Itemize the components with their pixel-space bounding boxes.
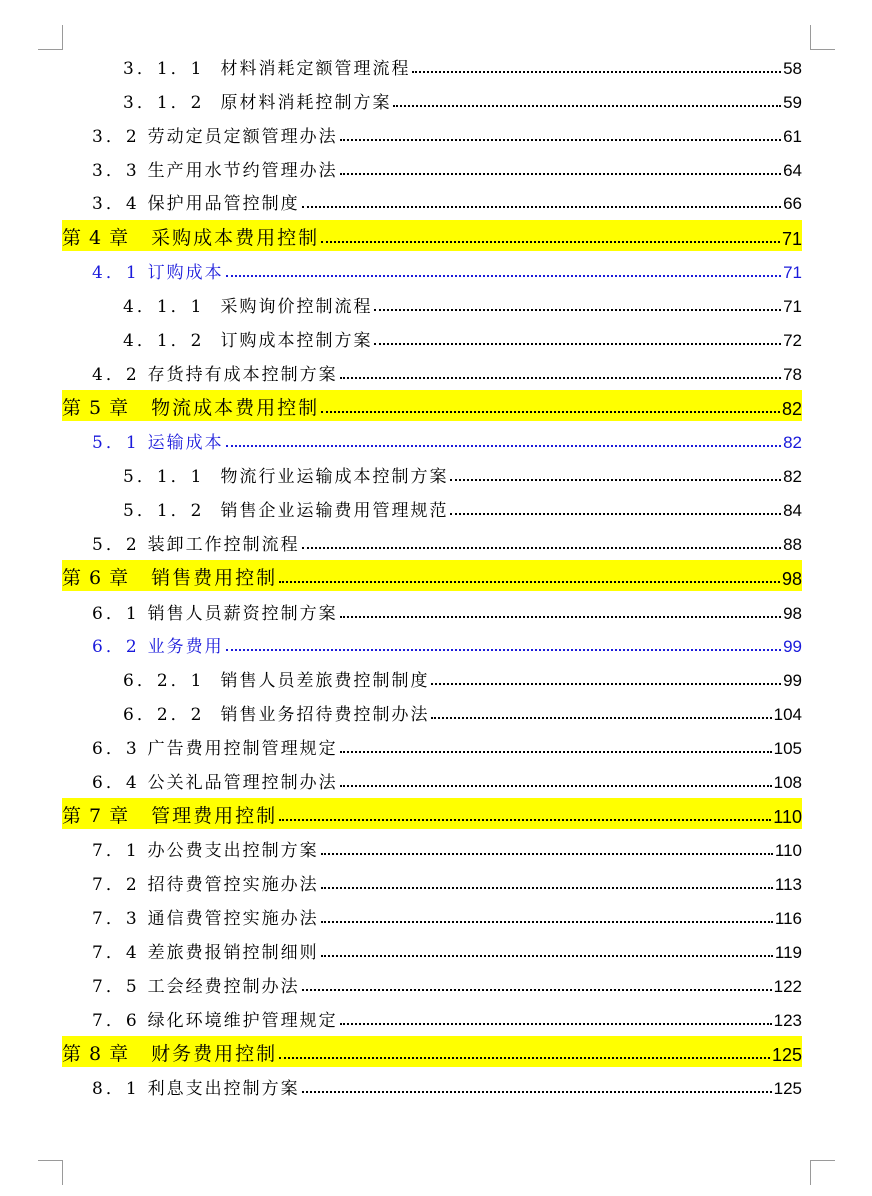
toc-entry-page-number: 61 — [783, 126, 802, 146]
toc-entry-title: 销售费用控制 — [151, 567, 278, 590]
toc-dot-leader — [431, 683, 781, 685]
toc-entry-page-number: 99 — [783, 671, 802, 691]
toc-entry-title: 保护用品管控制度 — [147, 194, 300, 215]
toc-dot-leader — [340, 377, 781, 379]
toc-chapter-entry[interactable] — [62, 220, 802, 251]
toc-dot-leader — [226, 649, 781, 651]
toc-entry-page-number: 125 — [773, 1079, 802, 1099]
toc-entry-title: 绿化环境维护管理规定 — [147, 1010, 338, 1031]
table-of-contents — [62, 52, 802, 1106]
toc-entry-number: 7．4 — [92, 942, 140, 963]
toc-entry-page-number: 122 — [773, 976, 802, 996]
toc-entry-number: 第 4 章 — [62, 226, 130, 249]
toc-dot-leader — [374, 309, 781, 311]
toc-entry-number: 3．2 — [92, 126, 140, 147]
toc-entry-number: 5．2 — [92, 534, 140, 555]
toc-entry[interactable] — [62, 1004, 802, 1031]
toc-entry-title: 差旅费报销控制细则 — [147, 942, 319, 963]
toc-entry[interactable] — [62, 494, 802, 521]
toc-entry-number: 第 8 章 — [62, 1042, 130, 1065]
toc-dot-leader — [279, 1057, 770, 1059]
toc-entry-page-number: 119 — [774, 942, 802, 962]
toc-entry-title: 办公费支出控制方案 — [147, 841, 319, 862]
toc-entry-number: 6．2．2 — [123, 705, 205, 726]
toc-dot-leader — [321, 955, 773, 957]
toc-entry[interactable] — [62, 120, 802, 147]
toc-entry-title: 装卸工作控制流程 — [147, 534, 300, 555]
toc-entry-number: 第 5 章 — [62, 396, 130, 419]
toc-dot-leader — [340, 751, 772, 753]
toc-entry-title: 订购成本 — [147, 263, 224, 284]
toc-entry-number: 3．1．1 — [123, 59, 205, 79]
toc-entry-page-number: 110 — [774, 841, 802, 861]
toc-chapter-entry[interactable] — [62, 560, 802, 591]
toc-entry-page-number: 98 — [781, 569, 802, 590]
toc-entry[interactable] — [62, 460, 802, 487]
toc-dot-leader — [431, 717, 771, 719]
toc-entry-page-number: 66 — [783, 194, 802, 214]
toc-dot-leader — [279, 819, 771, 821]
toc-dot-leader — [302, 547, 781, 549]
toc-entry-page-number: 71 — [783, 296, 802, 316]
toc-entry-number: 3．1．2 — [123, 92, 205, 113]
toc-entry-number: 5．1．2 — [123, 500, 205, 521]
toc-entry-number: 6．1 — [92, 603, 140, 624]
toc-entry-title: 原材料消耗控制方案 — [220, 92, 392, 113]
toc-entry[interactable] — [62, 630, 802, 657]
toc-entry-title: 材料消耗定额管理流程 — [220, 59, 411, 79]
toc-entry[interactable] — [62, 834, 802, 861]
toc-entry[interactable] — [62, 256, 802, 283]
toc-entry[interactable] — [62, 970, 802, 997]
toc-entry[interactable] — [62, 766, 802, 793]
toc-entry-title: 劳动定员定额管理办法 — [147, 126, 338, 147]
toc-dot-leader — [226, 275, 781, 277]
toc-entry[interactable] — [62, 154, 802, 181]
toc-dot-leader — [302, 989, 772, 991]
toc-entry-number: 7．2 — [92, 875, 140, 896]
toc-entry-title: 物流成本费用控制 — [151, 396, 320, 419]
toc-entry-number: 7．5 — [92, 976, 140, 997]
toc-entry[interactable] — [62, 290, 802, 317]
toc-entry-title: 销售企业运输费用管理规范 — [220, 500, 449, 521]
toc-entry-page-number: 64 — [783, 160, 802, 180]
toc-entry-number: 8．1 — [92, 1079, 140, 1100]
toc-entry-page-number: 71 — [781, 228, 802, 249]
toc-entry-number: 6．2 — [92, 637, 140, 658]
toc-entry[interactable] — [62, 187, 802, 214]
toc-entry-page-number: 58 — [783, 59, 802, 78]
toc-entry-page-number: 123 — [773, 1010, 802, 1030]
page-corner-mark-bottom-right — [810, 1160, 835, 1185]
toc-entry-page-number: 82 — [781, 398, 802, 419]
toc-entry-number: 6．3 — [92, 738, 140, 759]
toc-entry-title: 业务费用 — [147, 637, 224, 658]
toc-entry-title: 运输成本 — [147, 433, 224, 454]
toc-dot-leader — [321, 887, 773, 889]
toc-entry-page-number: 98 — [783, 603, 802, 623]
toc-entry[interactable] — [62, 664, 802, 691]
toc-entry-page-number: 113 — [774, 875, 802, 895]
toc-entry-number: 7．1 — [92, 841, 140, 862]
toc-entry-page-number: 105 — [773, 738, 802, 758]
toc-chapter-entry[interactable] — [62, 1036, 802, 1067]
toc-entry[interactable] — [62, 732, 802, 759]
toc-entry-title: 公关礼品管理控制办法 — [147, 772, 338, 793]
toc-entry[interactable] — [62, 698, 802, 725]
page-corner-mark-top-right — [810, 25, 835, 50]
toc-entry-title: 通信费管控实施办法 — [147, 909, 319, 930]
toc-entry-title: 物流行业运输成本控制方案 — [220, 467, 449, 488]
toc-dot-leader — [374, 343, 781, 345]
toc-entry-number: 4．2 — [92, 364, 140, 385]
toc-entry-page-number: 125 — [771, 1044, 802, 1065]
toc-entry-number: 3．4 — [92, 194, 140, 215]
toc-entry-page-number: 71 — [783, 263, 802, 283]
toc-entry[interactable] — [62, 52, 802, 79]
toc-dot-leader — [226, 445, 781, 447]
toc-entry-number: 第 7 章 — [62, 805, 130, 828]
toc-entry-number: 7．6 — [92, 1010, 140, 1031]
toc-dot-leader — [321, 411, 780, 413]
toc-entry[interactable] — [62, 902, 802, 929]
toc-entry-number: 3．3 — [92, 160, 140, 181]
toc-entry-page-number: 99 — [783, 637, 802, 657]
toc-entry[interactable] — [62, 426, 802, 453]
toc-dot-leader — [302, 206, 781, 208]
toc-entry-page-number: 104 — [773, 705, 802, 725]
toc-entry-number: 6．2．1 — [123, 671, 205, 692]
toc-entry-title: 销售人员差旅费控制制度 — [220, 671, 430, 692]
toc-entry-title: 利息支出控制方案 — [147, 1079, 300, 1100]
toc-entry-page-number: 116 — [774, 909, 802, 929]
toc-entry-title: 招待费管控实施办法 — [147, 875, 319, 896]
toc-entry[interactable] — [62, 1072, 802, 1099]
toc-entry-number: 7．3 — [92, 909, 140, 930]
toc-entry-page-number: 110 — [773, 807, 802, 828]
toc-entry[interactable] — [62, 86, 802, 113]
toc-entry[interactable] — [62, 936, 802, 963]
toc-entry-title: 采购询价控制流程 — [220, 296, 373, 317]
toc-entry[interactable] — [62, 324, 802, 351]
toc-entry[interactable] — [62, 868, 802, 895]
toc-entry-title: 存货持有成本控制方案 — [147, 364, 338, 385]
toc-chapter-entry[interactable] — [62, 798, 802, 829]
toc-dot-leader — [340, 139, 781, 141]
toc-chapter-entry[interactable] — [62, 390, 802, 421]
toc-dot-leader — [393, 105, 781, 107]
toc-entry-title: 销售业务招待费控制办法 — [220, 705, 430, 726]
toc-dot-leader — [340, 616, 781, 618]
page-corner-mark-top-left — [38, 25, 63, 50]
toc-entry-title: 管理费用控制 — [151, 805, 278, 828]
page-corner-mark-bottom-left — [38, 1160, 63, 1185]
toc-entry-number: 6．4 — [92, 772, 140, 793]
toc-dot-leader — [321, 241, 780, 243]
toc-dot-leader — [302, 1091, 772, 1093]
toc-entry-title: 广告费用控制管理规定 — [147, 738, 338, 759]
toc-dot-leader — [340, 785, 772, 787]
toc-entry-number: 4．1 — [92, 263, 140, 284]
toc-dot-leader — [321, 853, 773, 855]
toc-entry-title: 工会经费控制办法 — [147, 976, 300, 997]
toc-entry-number: 4．1．2 — [123, 330, 205, 351]
toc-entry-title: 订购成本控制方案 — [220, 330, 373, 351]
toc-entry-number: 5．1 — [92, 433, 140, 454]
toc-entry-title: 销售人员薪资控制方案 — [147, 603, 338, 624]
toc-entry[interactable] — [62, 358, 802, 385]
toc-entry-page-number: 108 — [773, 772, 802, 792]
toc-dot-leader — [340, 1023, 772, 1025]
toc-entry-title: 财务费用控制 — [151, 1042, 278, 1065]
toc-entry-page-number: 59 — [783, 92, 802, 112]
toc-entry-number: 4．1．1 — [123, 296, 205, 317]
toc-entry-number: 5．1．1 — [123, 467, 205, 488]
toc-entry-page-number: 82 — [783, 433, 802, 453]
toc-dot-leader — [450, 513, 781, 515]
toc-dot-leader — [412, 71, 781, 73]
toc-entry-page-number: 88 — [783, 534, 802, 554]
toc-entry[interactable] — [62, 528, 802, 555]
toc-entry-title: 采购成本费用控制 — [151, 226, 320, 249]
toc-entry-title: 生产用水节约管理办法 — [147, 160, 338, 181]
toc-dot-leader — [340, 173, 781, 175]
toc-entry-page-number: 84 — [783, 500, 802, 520]
toc-dot-leader — [321, 921, 773, 923]
toc-entry[interactable] — [62, 597, 802, 624]
toc-entry-page-number: 72 — [783, 330, 802, 350]
toc-dot-leader — [450, 479, 781, 481]
toc-entry-page-number: 78 — [783, 364, 802, 384]
toc-dot-leader — [279, 581, 780, 583]
toc-entry-number: 第 6 章 — [62, 567, 130, 590]
toc-entry-page-number: 82 — [783, 467, 802, 487]
